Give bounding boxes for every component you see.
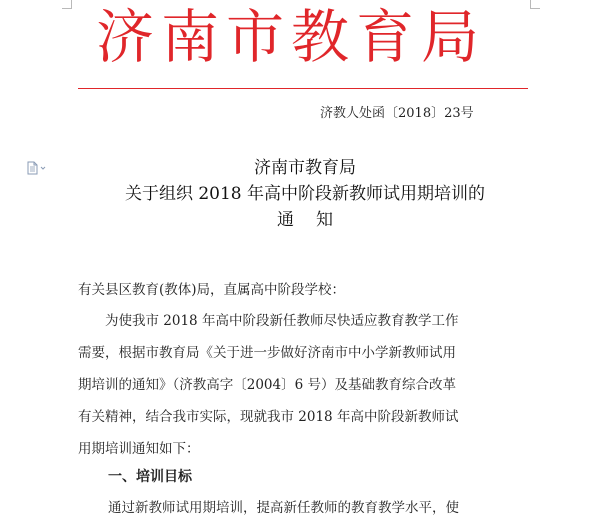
body-paragraph-2-line: 通过新教师试用期培训，提高新任教师的教育教学水平，使 <box>108 500 459 516</box>
paragraph-line: 有关精神，结合我市实际，现就我市 2018 年高中阶段新教师试 <box>78 409 459 425</box>
issuing-authority-header: 济南市教育局 <box>96 3 487 71</box>
paragraph-line: 为使我市 2018 年高中阶段新任教师尽快适应教育教学工作 <box>105 313 459 329</box>
paragraph-line: 期培训的通知》（济教高字〔2004〕6 号）及基础教育综合改革 <box>78 377 456 393</box>
document-number: 济教人处函〔2018〕23号 <box>320 106 474 121</box>
document-title <box>80 155 530 233</box>
body-paragraph-1 <box>78 305 533 465</box>
page-corner-mark-right <box>530 0 540 9</box>
salutation: 有关县区教育(教体)局，直属高中阶段学校： <box>78 282 346 298</box>
document-icon[interactable] <box>27 160 49 174</box>
paragraph-line: 需要，根据市教育局《关于进一步做好济南市中小学新教师试用 <box>78 345 456 361</box>
title-line-1: 济南市教育局 <box>254 158 356 178</box>
page-corner-mark-left <box>62 0 72 9</box>
red-header-rule <box>78 88 528 89</box>
title-line-3: 通知 <box>277 210 355 230</box>
paragraph-line: 用期培训通知如下： <box>78 441 200 457</box>
title-line-2: 关于组织 2018 年高中阶段新教师试用期培训的 <box>124 184 486 204</box>
section-heading-training-goals: 一、培训目标 <box>108 469 192 485</box>
